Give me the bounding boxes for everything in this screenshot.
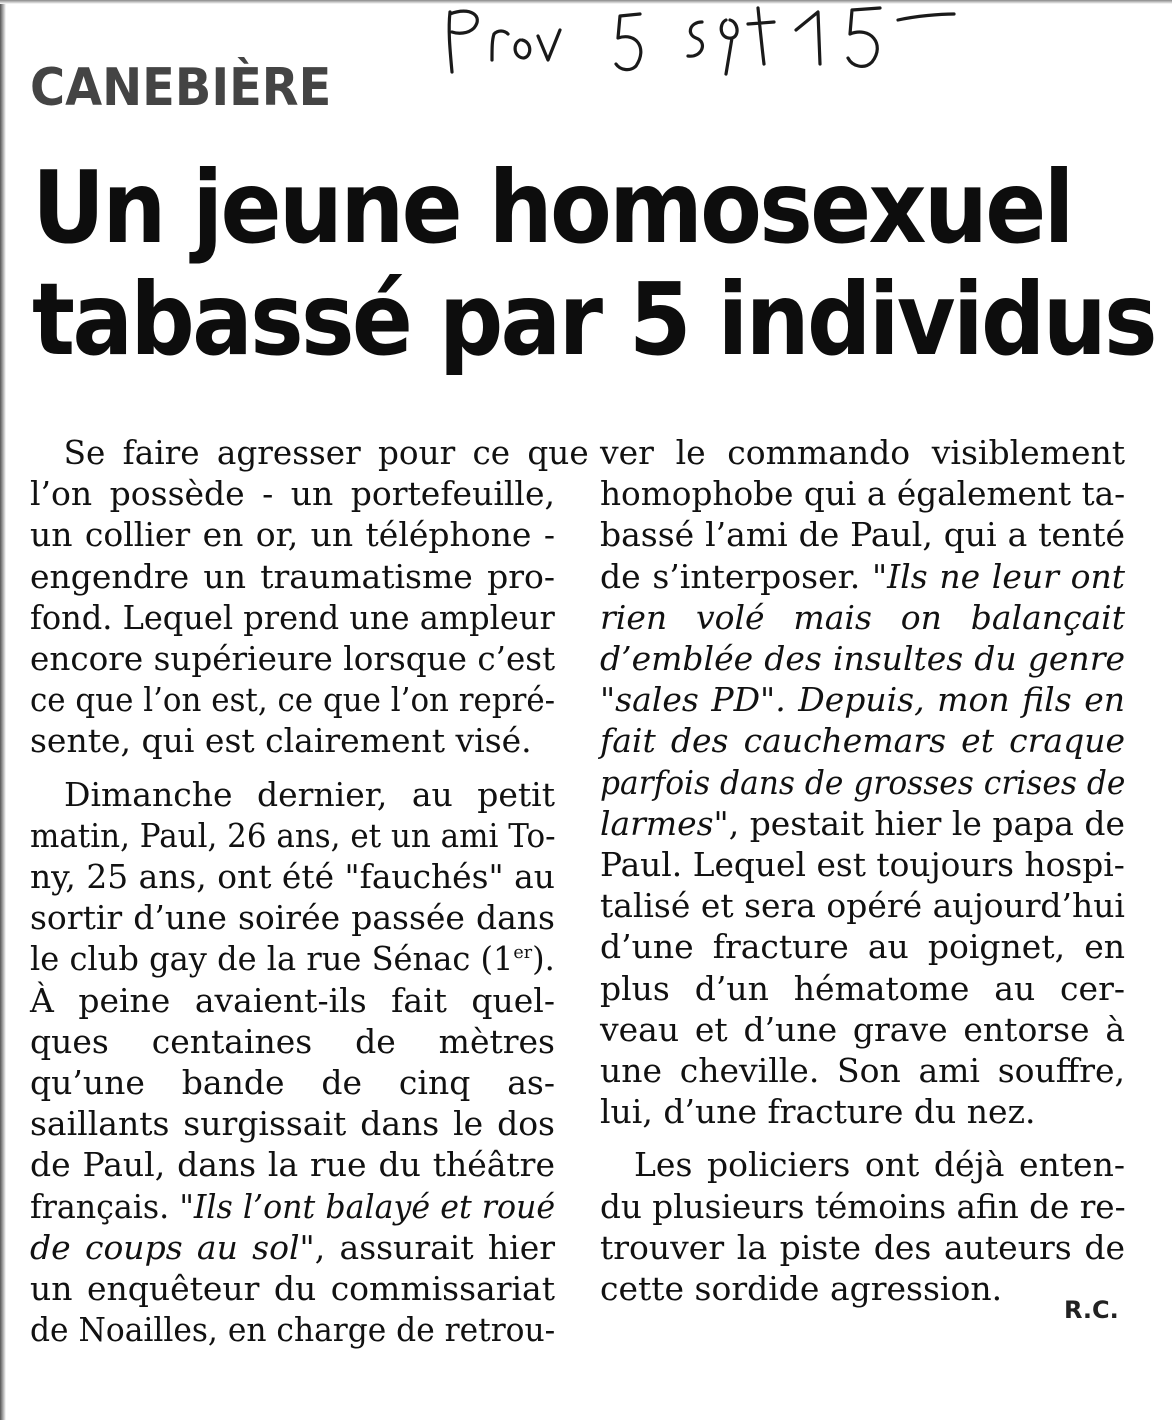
text-line: de Paul, dans la rue du théâtre	[30, 1145, 555, 1185]
headline-line-1: Un jeune homosexuel	[32, 149, 1072, 266]
text-line: bassé l’ami de Paul, qui a tenté	[600, 515, 1125, 555]
text-line: veau et d’une grave entorse à	[600, 1009, 1125, 1049]
text-run: , assurait hier	[314, 1227, 555, 1267]
quote-run: larmes"	[600, 803, 729, 843]
text-line: sortir d’une soirée passée dans	[30, 898, 555, 938]
text-line: ny, 25 ans, ont été "fauchés" au	[30, 857, 555, 897]
text-run: français.	[30, 1186, 180, 1226]
text-line: fait des cauchemars et craque	[600, 721, 1125, 761]
text-line: engendre un traumatisme pro-	[30, 556, 555, 596]
text-line: trouver la piste des auteurs de	[600, 1227, 1125, 1267]
scan-edge-left	[0, 0, 6, 1420]
text-line: l’on possède - un portefeuille,	[30, 474, 555, 514]
text-line: du plusieurs témoins afin de re-	[600, 1186, 1126, 1226]
text-line: fond. Lequel prend une ampleur	[30, 597, 555, 637]
text-line: À peine avaient-ils fait quel-	[30, 980, 555, 1020]
text-line: cette sordide agression.	[600, 1269, 1003, 1309]
quote-run: de coups au sol"	[30, 1227, 315, 1267]
text-run: ).	[532, 939, 555, 979]
text-line: homophobe qui a également ta-	[600, 474, 1126, 514]
handwritten-date-note	[440, 0, 960, 80]
text-line: Dimanche dernier, au petit	[64, 774, 555, 814]
text-line: ce que l’on est, ce que l’on repré-	[30, 680, 556, 720]
quote-run: "Ils ne leur ont	[871, 556, 1125, 596]
text-line: une cheville. Son ami souffre,	[600, 1051, 1125, 1091]
text-run: le club gay de la rue Sénac (1	[30, 939, 514, 979]
section-rubric: CANEBIÈRE	[30, 58, 332, 118]
text-run: de s’interposer.	[600, 556, 872, 596]
text-line: de Noailles, en charge de retrou-	[30, 1310, 556, 1350]
text-line: Paul. Lequel est toujours hospi-	[600, 845, 1125, 885]
article-column-left	[30, 432, 589, 1350]
text-line: ver le commando visiblement	[600, 433, 1125, 472]
author-initials: R.C.	[1064, 1296, 1119, 1324]
headline-line-2: tabassé par 5 individus	[32, 261, 1155, 378]
text-line: encore supérieure lorsque c’est	[30, 639, 556, 679]
text-line	[30, 1186, 555, 1227]
text-line: d’une fracture au poignet, en	[600, 927, 1125, 967]
text-line	[30, 1227, 555, 1268]
text-line: un enquêteur du commissariat	[30, 1269, 555, 1309]
text-line: saillants surgissait dans le dos	[30, 1104, 555, 1144]
text-line: Les policiers ont déjà enten-	[634, 1145, 1125, 1185]
text-line: matin, Paul, 26 ans, et un ami To-	[30, 815, 556, 855]
text-line: d’emblée des insultes du genre	[600, 639, 1125, 679]
text-line: ques centaines de mètres	[30, 1021, 555, 1061]
text-line	[600, 803, 1125, 844]
text-run: , pestait hier le papa de	[728, 803, 1125, 843]
article-headline	[32, 149, 1155, 378]
text-line: parfois dans de grosses crises de	[600, 762, 1126, 802]
text-line: rien volé mais on balançait	[600, 597, 1125, 637]
text-line: Se faire agresser pour ce que	[63, 433, 589, 472]
text-line	[600, 556, 1125, 597]
text-line: un collier en or, un téléphone -	[30, 515, 555, 555]
article-column-right	[600, 432, 1125, 1309]
quote-run: "Ils l’ont balayé et roué	[179, 1186, 556, 1226]
text-line: qu’une bande de cinq as-	[30, 1063, 555, 1103]
text-line: sente, qui est clairement visé.	[30, 721, 532, 761]
superscript: er	[513, 942, 533, 964]
text-line: lui, d’une fracture du nez.	[600, 1092, 1036, 1132]
text-line	[30, 938, 555, 979]
text-line: plus d’un hématome au cer-	[600, 968, 1125, 1008]
text-line: talisé et sera opéré aujourd’hui	[600, 886, 1125, 926]
text-line: "sales PD". Depuis, mon fils en	[600, 680, 1125, 720]
